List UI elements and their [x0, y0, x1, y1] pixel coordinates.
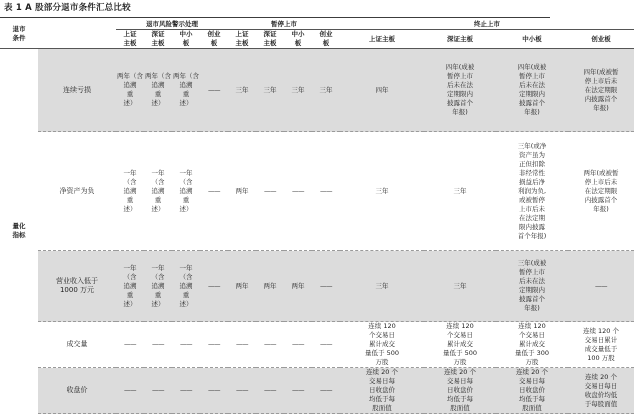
- table-row: [0, 322, 634, 368]
- row-label: 连续亏损: [38, 49, 116, 132]
- header-group-risk-warning: 退市风险警示处理: [116, 20, 228, 30]
- table-cell: 连续 20 个 交易日每 日收盘价 均低于每 股面值: [424, 368, 496, 414]
- table-cell: 两年: [284, 251, 312, 322]
- top-rule: [0, 17, 550, 18]
- table-cell: 两年（含 追溯 重 述）: [144, 49, 172, 132]
- table-cell: 两年（含 追溯 重 述）: [172, 49, 200, 132]
- table-cell: 连续 20 个 交易日每 日收盘价 均低于每 股面值: [340, 368, 424, 414]
- table-cell: ——: [172, 368, 200, 414]
- header-group-suspension: 暂停上市: [228, 20, 340, 30]
- table-cell: 两年（含 追溯 重 述）: [116, 49, 144, 132]
- header-board-9: 深证主板: [424, 30, 496, 49]
- table-row: [0, 132, 634, 251]
- header-corner: 退市 条件: [0, 20, 38, 49]
- header-board-4: 上证 主板: [228, 30, 256, 49]
- header-blank: [38, 20, 116, 49]
- table-cell: ——: [200, 132, 228, 251]
- table-cell: ——: [144, 322, 172, 368]
- header-board-0: 上证 主板: [116, 30, 144, 49]
- table-cell: 四年: [340, 49, 424, 132]
- table-cell: ——: [200, 49, 228, 132]
- table-cell: 一年 （含 追溯 重 述）: [172, 132, 200, 251]
- table-cell: 一年 （含 追溯 重 述）: [116, 132, 144, 251]
- table-cell: 一年 （含 追溯 重 述）: [144, 132, 172, 251]
- header-group-termination: 终止上市: [340, 20, 634, 30]
- table-cell: 连续 20 个 交易日每 日收盘价 均低于每 股面值: [496, 368, 568, 414]
- row-label: 收盘价: [38, 368, 116, 414]
- table-cell: 一年 （含 追溯 重 述）: [172, 251, 200, 322]
- table-cell: 三年: [312, 49, 340, 132]
- table-cell: ——: [312, 368, 340, 414]
- table-cell: ——: [284, 132, 312, 251]
- table-cell: 一年 （含 追溯 重 述）: [144, 251, 172, 322]
- table-cell: 四年(成被 暂停上市 后未在法 定期限内 披露首个 年报): [496, 49, 568, 132]
- table-cell: ——: [256, 368, 284, 414]
- table-cell: ——: [228, 322, 256, 368]
- header-board-3: 创业 板: [200, 30, 228, 49]
- table-cell: ——: [568, 251, 634, 322]
- table-cell: 四年(成被暂 停上市后未 在法定期限 内披露首个 年报): [568, 49, 634, 132]
- table-cell: 三年(成被 暂停上市 后未在法 定期限内 披露首个 年报): [496, 251, 568, 322]
- table-cell: ——: [200, 368, 228, 414]
- table-cell: 两年(或被暂 停上市后未 在法定期限 内披露首个 年报): [568, 132, 634, 251]
- table-cell: 连续 20 个 交易日每日 收盘价均低 于每股面值: [568, 368, 634, 414]
- table-cell: 三年(或净 资产虽为 正但扣除 非经常性 损益后净 利润为负, 或被暂停 上市后未 在法定期 限内披露 首个年报): [496, 132, 568, 251]
- header-board-2: 中小 板: [172, 30, 200, 49]
- header-group-row: [0, 20, 634, 30]
- table-row: [0, 368, 634, 414]
- table-cell: 连续 120 个交易日 累计成交 量低于 300 万股: [496, 322, 568, 368]
- table-cell: ——: [228, 368, 256, 414]
- header-board-8: 上证主板: [340, 30, 424, 49]
- table-cell: 连续 120 个交易日 累计成交 量低于 500 万股: [340, 322, 424, 368]
- table-cell: ——: [200, 322, 228, 368]
- table-cell: 三年: [424, 251, 496, 322]
- table-cell: 连续 120 个 交易日累计 成交量低于 100 万股: [568, 322, 634, 368]
- table-cell: 两年: [256, 251, 284, 322]
- row-label: 营业收入低于 1000 万元: [38, 251, 116, 322]
- table-cell: 两年: [228, 132, 256, 251]
- table-cell: ——: [144, 368, 172, 414]
- table-cell: ——: [256, 132, 284, 251]
- table-caption: 表 1 A 股部分退市条件汇总比较: [4, 3, 131, 13]
- table-cell: 三年: [284, 49, 312, 132]
- table-cell: ——: [312, 132, 340, 251]
- table-cell: 三年: [340, 132, 424, 251]
- table-cell: 三年: [424, 132, 496, 251]
- header-board-10: 中小板: [496, 30, 568, 49]
- header-board-11: 创业板: [568, 30, 634, 49]
- table-cell: ——: [312, 322, 340, 368]
- table-cell: ——: [256, 322, 284, 368]
- header-board-5: 深证 主板: [256, 30, 284, 49]
- delisting-comparison-table: [0, 20, 634, 414]
- row-label: 净资产为负: [38, 132, 116, 251]
- table-cell: 四年(成被 暂停上市 后未在法 定期限内 披露首个 年报): [424, 49, 496, 132]
- table-cell: ——: [200, 251, 228, 322]
- table-cell: 一年 （含 追溯 重 述）: [116, 251, 144, 322]
- table-cell: ——: [172, 322, 200, 368]
- header-board-6: 中小 板: [284, 30, 312, 49]
- header-board-7: 创业 板: [312, 30, 340, 49]
- table-cell: 连续 120 个交易日 累计成交 量低于 500 万股: [424, 322, 496, 368]
- table-body: [0, 49, 634, 414]
- table-cell: ——: [116, 368, 144, 414]
- table-row: [0, 49, 634, 132]
- table-cell: ——: [284, 368, 312, 414]
- table-cell: 三年: [228, 49, 256, 132]
- side-label-quant-indicators: 量化 指标: [0, 49, 38, 414]
- row-label: 成交量: [38, 322, 116, 368]
- table-cell: 两年: [228, 251, 256, 322]
- table-cell: 三年: [340, 251, 424, 322]
- table-cell: ——: [116, 322, 144, 368]
- table-cell: ——: [284, 322, 312, 368]
- table-row: [0, 251, 634, 322]
- table-cell: ——: [312, 251, 340, 322]
- table-cell: 三年: [256, 49, 284, 132]
- header-board-1: 深证 主板: [144, 30, 172, 49]
